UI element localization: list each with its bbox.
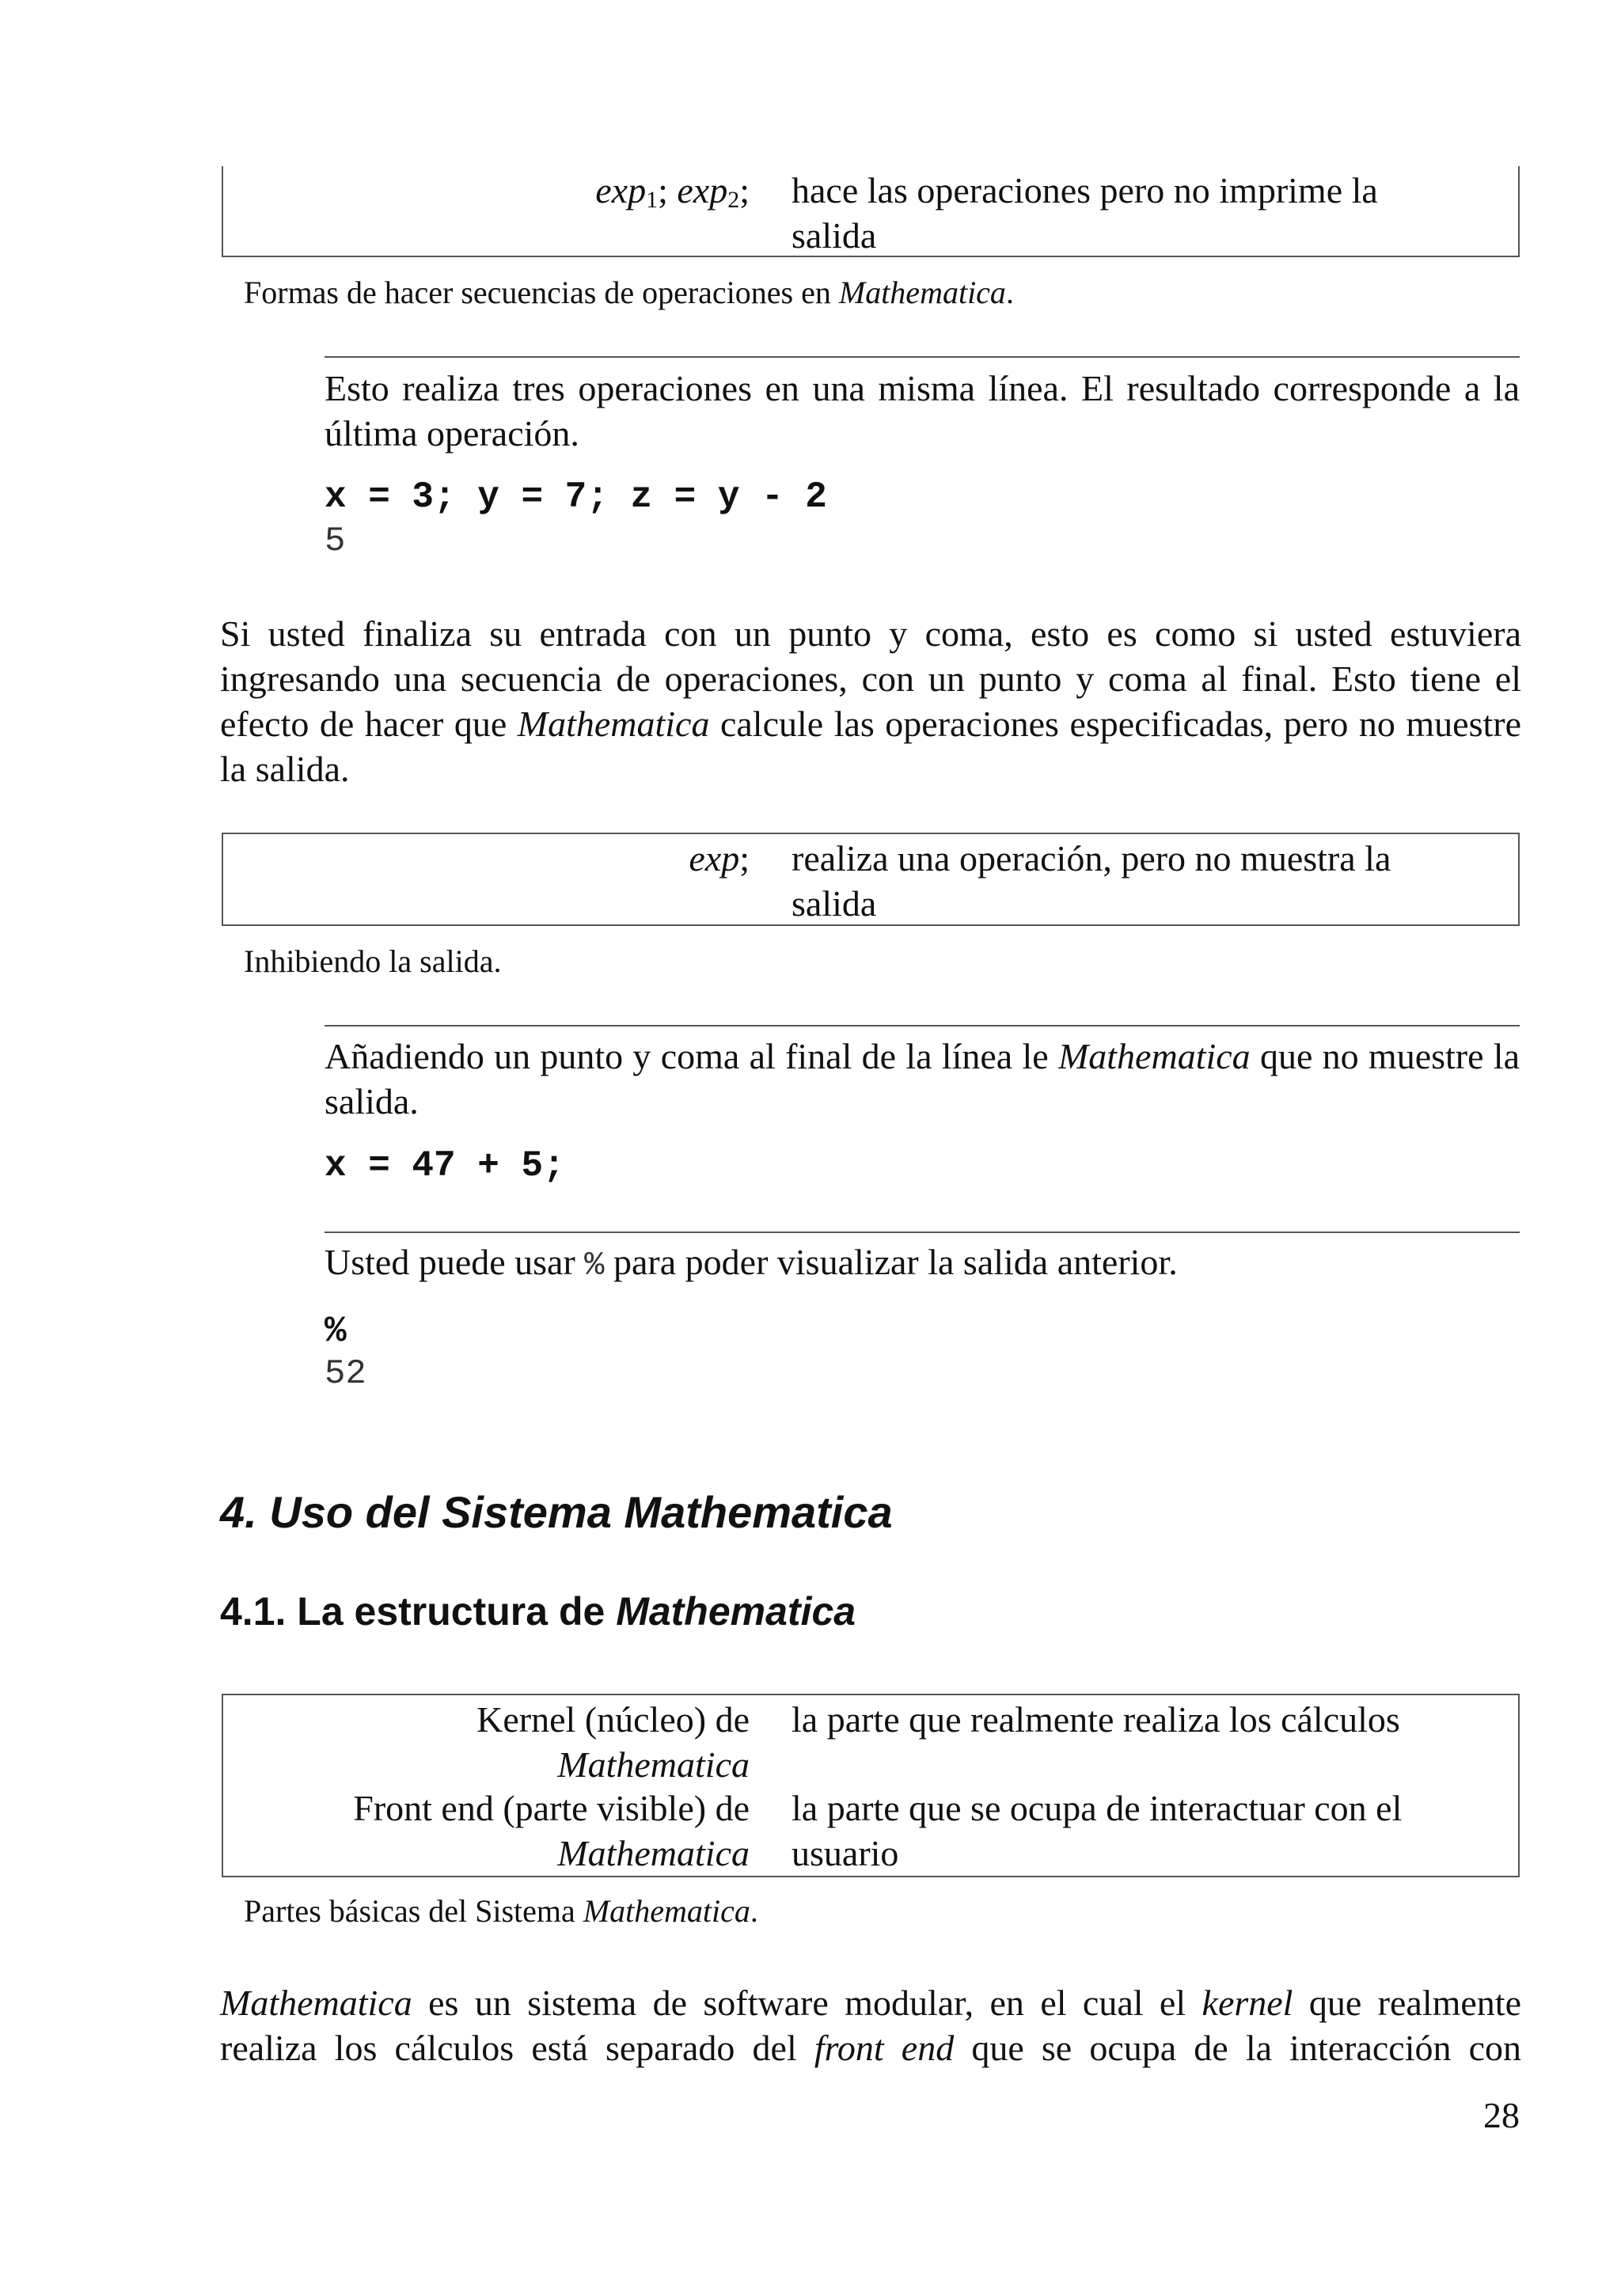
body-paragraph: Mathematica es un sistema de software modular, en el cual el kernel que realmente realiza los cálculos está separado del front end que se ocupa de la interacción con — [220, 1983, 1522, 2068]
code-input: % — [325, 1311, 347, 1352]
table-system-parts — [222, 1694, 1520, 1877]
code-input: x = 3; y = 7; z = y - 2 — [325, 476, 827, 518]
page-number: 28 — [1483, 2095, 1520, 2135]
caption-sequence-ops: Formas de hacer secuencias de operaciones en Mathematica. — [244, 275, 1014, 310]
caption-inhibit-output: Inhibiendo la salida. — [244, 943, 502, 979]
section-heading: 4. Uso del Sistema Mathematica — [220, 1487, 893, 1537]
table-inhibit-output — [222, 833, 1520, 926]
code-output: 5 — [325, 522, 346, 561]
body-paragraph: Si usted finaliza su entrada con un punto y coma, esto es como si usted estuviera ingresando una secuencia de operaciones, con un punto y coma al final. Esto tiene el efecto de hacer que Mathematica calcule las operaciones especificadas, pero no muestre la salida. — [220, 613, 1521, 789]
table-cell-expression: exp; — [689, 838, 750, 879]
code-input: x = 47 + 5; — [325, 1145, 565, 1186]
example-divider — [325, 356, 1520, 358]
table-cell-description: la parte que se ocupa de interactuar con el usuario — [792, 1788, 1403, 1873]
example-description: Añadiendo un punto y coma al final de la línea le Mathematica que no muestre la salida. — [325, 1036, 1520, 1121]
example-divider — [325, 1025, 1520, 1027]
example-description: Usted puede usar % para poder visualizar la salida anterior. — [325, 1242, 1178, 1285]
subsection-heading: 4.1. La estructura de Mathematica — [220, 1589, 856, 1634]
code-output: 52 — [325, 1354, 366, 1394]
example-divider — [325, 1231, 1520, 1233]
table-cell-description: realiza una operación, pero no muestra la salida — [792, 838, 1391, 924]
caption-system-parts: Partes básicas del Sistema Mathematica. — [244, 1893, 758, 1929]
table-cell-component: Kernel (núcleo) de Mathematica — [476, 1699, 750, 1785]
example-description: Esto realiza tres operaciones en una misma línea. El resultado corresponde a la última operación. — [325, 368, 1520, 454]
table-cell-component: Front end (parte visible) de Mathematica — [353, 1788, 750, 1873]
table-cell-expression: $\exp_1$; $\exp_2$; — [595, 170, 750, 213]
table-cell-description: hace las operaciones pero no imprime la salida — [792, 170, 1378, 256]
table-cell-description: la parte que realmente realiza los cálculos — [792, 1699, 1400, 1740]
table-sequence-ops — [222, 166, 1520, 257]
